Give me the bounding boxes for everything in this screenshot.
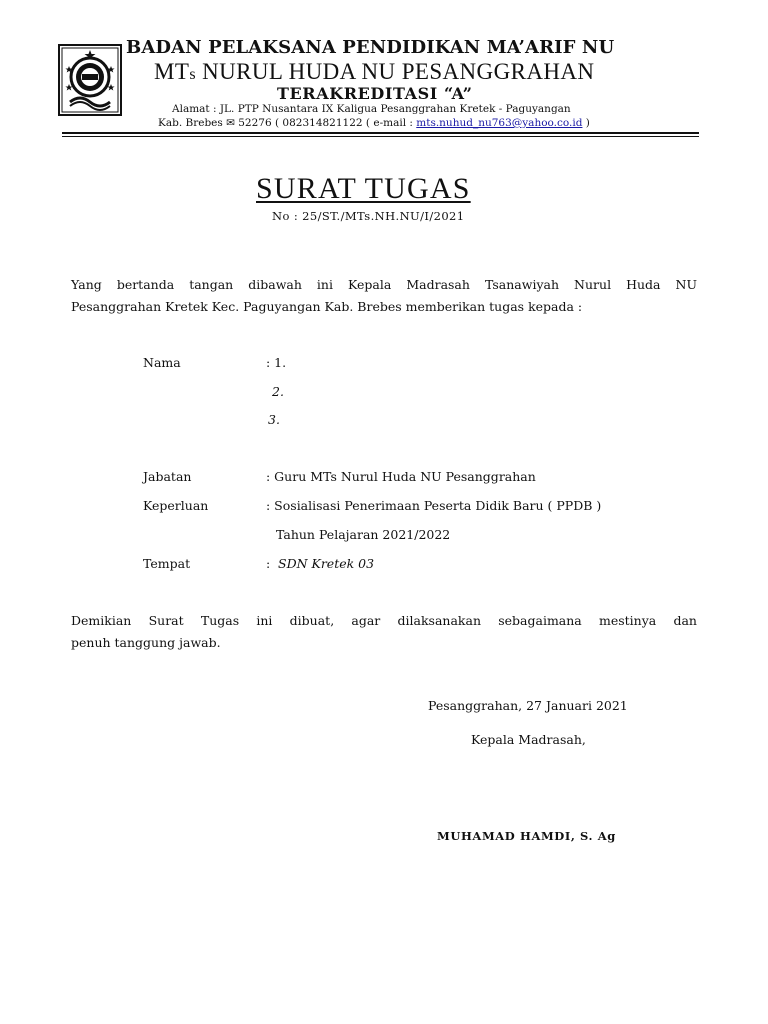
header-divider-thin (62, 136, 699, 137)
signer-role: Kepala Madrasah, (471, 732, 586, 747)
school-name-rest: NURUL HUDA NU PESANGGRAHAN (195, 59, 595, 84)
school-prefix: MT (154, 59, 190, 84)
school-prefix-small: s (189, 66, 196, 83)
nama-label: Nama (143, 355, 181, 370)
closing-line-1: Demikian Surat Tugas ini dibuat, agar dilaksanakan sebagaimana mestinya dan (71, 613, 697, 628)
address-close: ) (582, 117, 590, 129)
signer-name: MUHAMAD HAMDI, S. Ag (437, 829, 616, 843)
school-name (154, 59, 594, 85)
intro-line-2: Pesanggrahan Kretek Kec. Paguyangan Kab. Brebes memberikan tugas kepada : (71, 299, 583, 314)
nama-value-3: 3. (268, 412, 280, 427)
keperluan-value: : Sosialisasi Penerimaan Peserta Didik Baru ( PPDB ) (266, 498, 602, 513)
address-line-1: Alamat : JL. PTP Nusantara IX Kaligua Pesanggrahan Kretek - Paguyangan (172, 103, 571, 115)
keperluan-value-2: Tahun Pelajaran 2021/2022 (276, 527, 451, 542)
jabatan-value: : Guru MTs Nurul Huda NU Pesanggrahan (266, 469, 536, 484)
closing-paragraph (71, 610, 697, 654)
jabatan-label: Jabatan (143, 469, 192, 484)
place-date: Pesanggrahan, 27 Januari 2021 (428, 698, 628, 713)
intro-paragraph (71, 274, 697, 318)
address-line-2 (158, 117, 590, 129)
accreditation: TERAKREDITASI “A” (277, 84, 473, 103)
closing-line-2: penuh tanggung jawab. (71, 635, 221, 650)
nama-value-2: 2. (272, 384, 284, 399)
nama-value-1: : 1. (266, 355, 287, 370)
tempat-label: Tempat (143, 556, 191, 571)
keperluan-label: Keperluan (143, 498, 209, 513)
email-link[interactable]: mts.nuhud_nu763@yahoo.co.id (416, 117, 583, 129)
tempat-colon: : (266, 556, 271, 571)
letter-number: No : 25/ST./MTs.NH.NU/I/2021 (272, 209, 465, 223)
letter-title: SURAT TUGAS (256, 172, 471, 205)
address-contact: Kab. Brebes ✉ 52276 ( 082314821122 ( e-mail : (158, 117, 417, 129)
header-divider-thick (62, 132, 699, 134)
organization-name: BADAN PELAKSANA PENDIDIKAN MA’ARIF NU (126, 37, 615, 58)
tempat-value: SDN Kretek 03 (278, 556, 375, 571)
school-logo (58, 44, 122, 116)
intro-line-1: Yang bertanda tangan dibawah ini Kepala Madrasah Tsanawiyah Nurul Huda NU (71, 277, 697, 292)
